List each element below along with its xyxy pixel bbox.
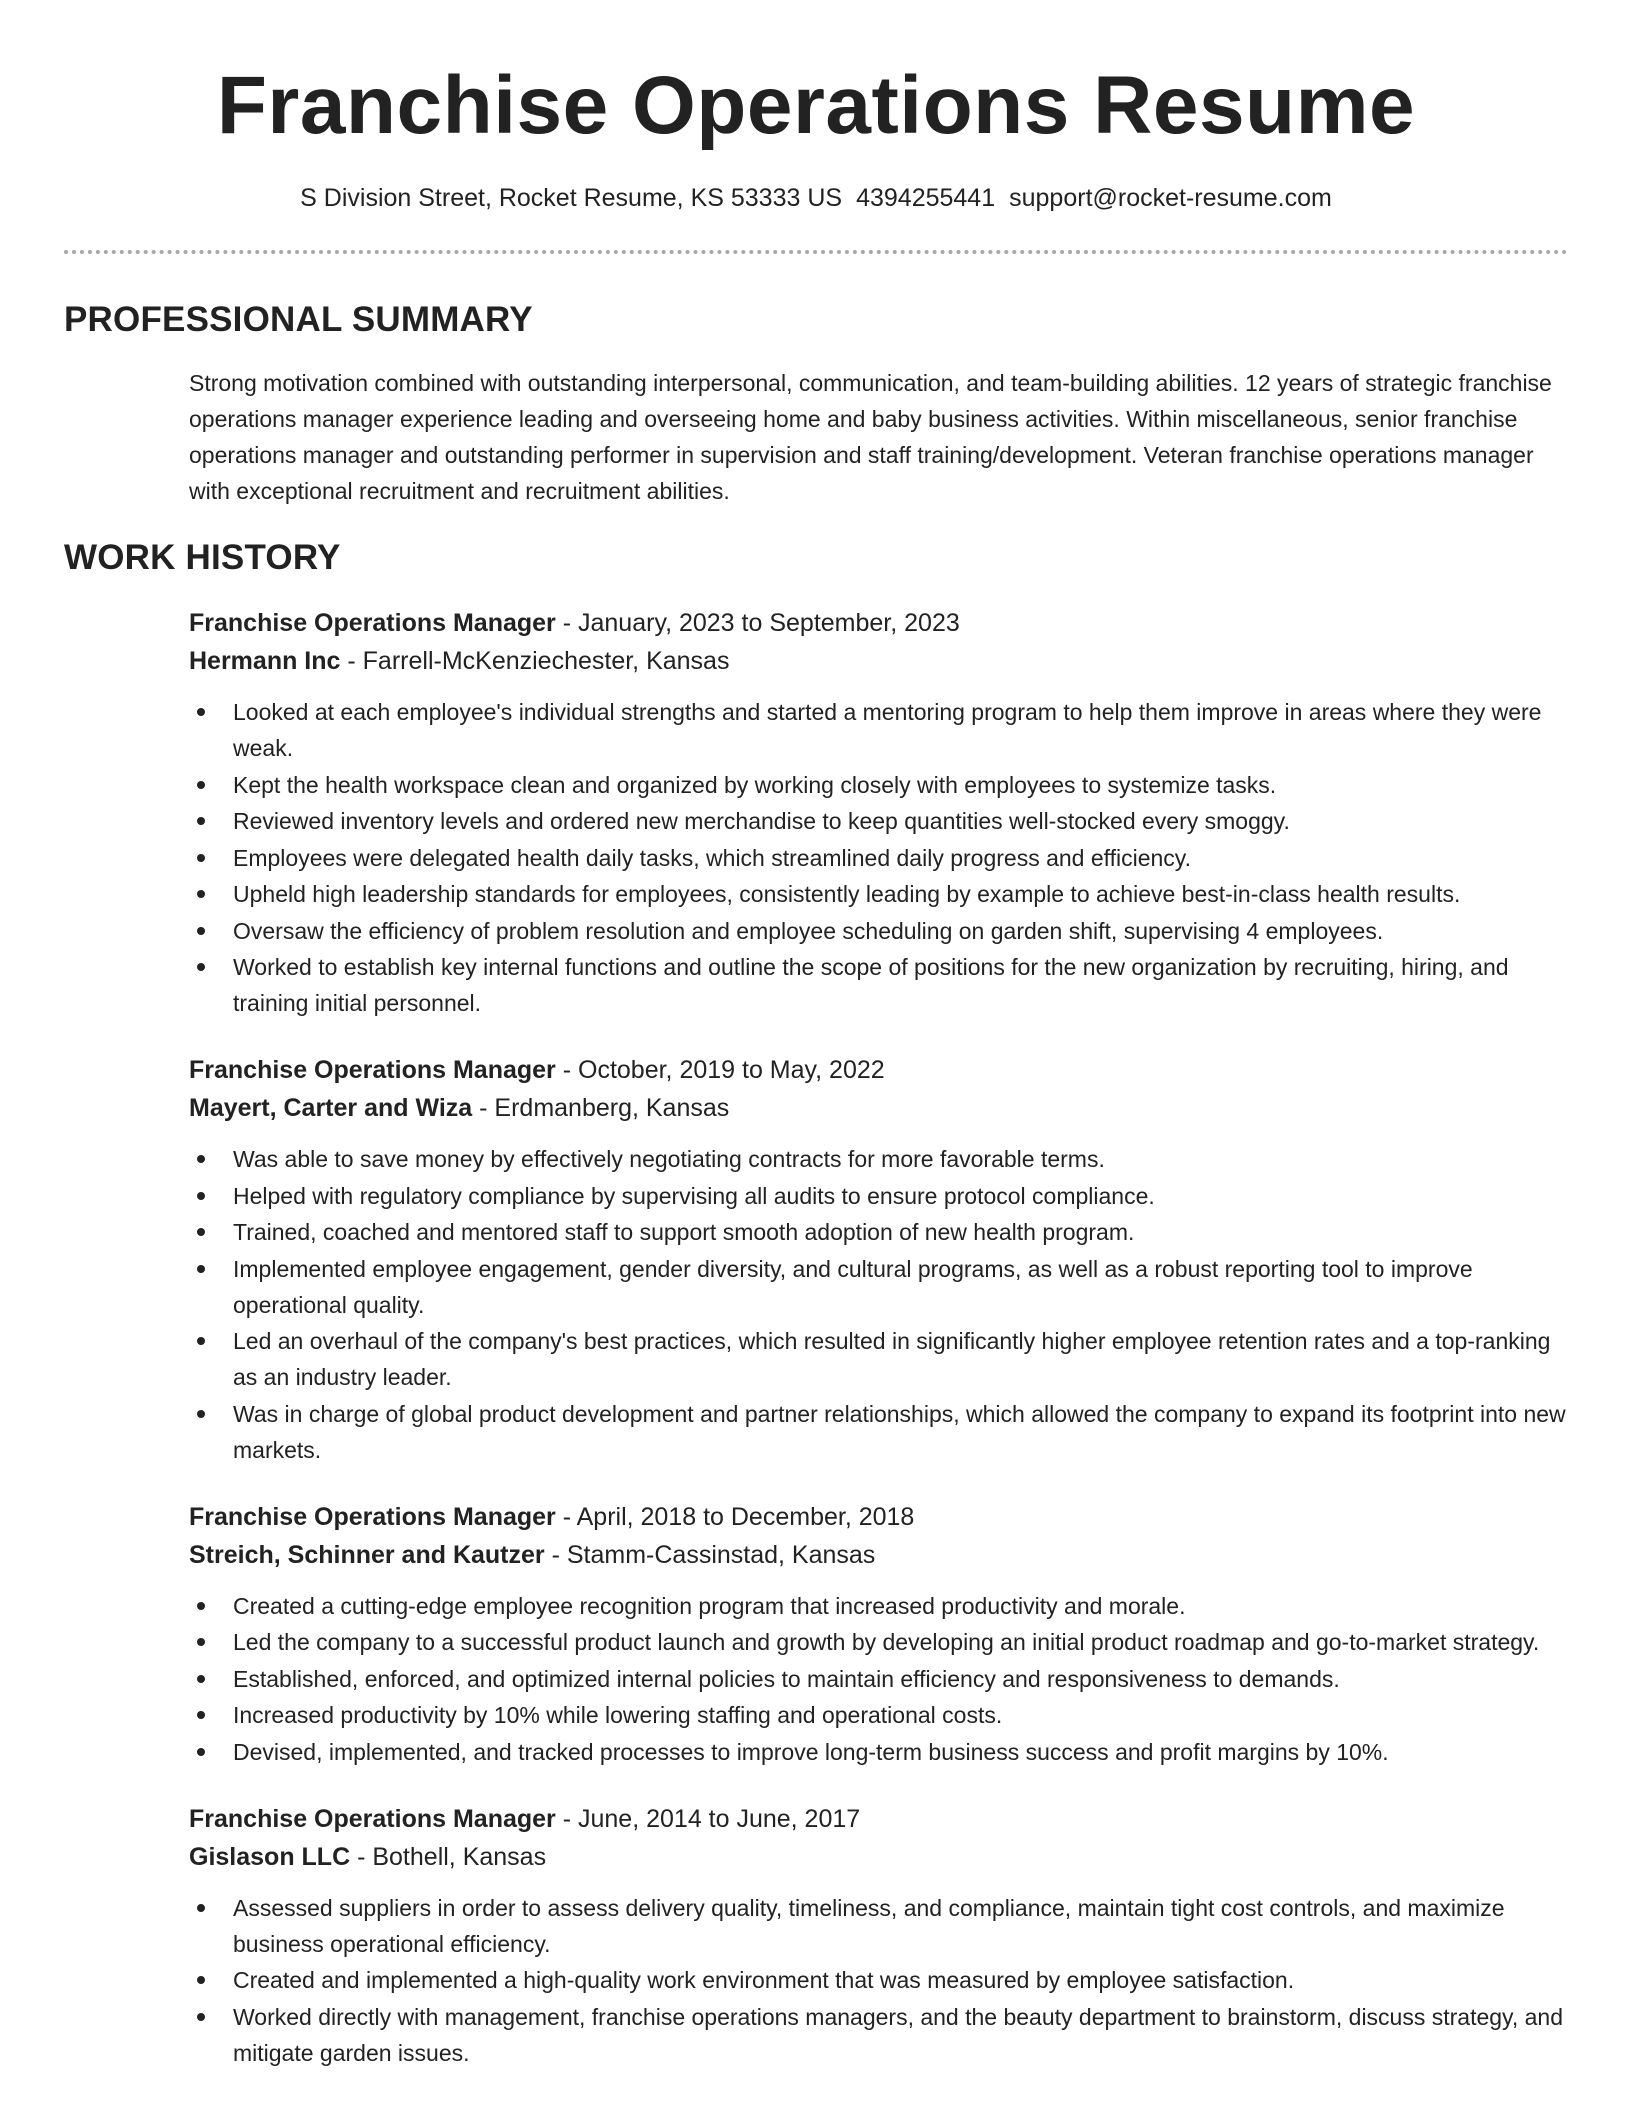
job-bullets xyxy=(189,694,1569,1021)
job-bullet: Looked at each employee's individual strengths and started a mentoring program to help them improve in areas where they were weak. xyxy=(189,694,1569,766)
job-title-line xyxy=(189,1498,1569,1536)
job-bullet: Was able to save money by effectively negotiating contracts for more favorable terms. xyxy=(189,1141,1569,1177)
job-bullet: Implemented employee engagement, gender diversity, and cultural programs, as well as a robust reporting tool to improve operational quality. xyxy=(189,1251,1569,1323)
job-location: - Farrell-McKenziechester, Kansas xyxy=(340,647,730,675)
job-entry xyxy=(189,604,1569,1021)
job-title-line xyxy=(189,1800,1569,1838)
job-bullet: Increased productivity by 10% while lowering staffing and operational costs. xyxy=(189,1697,1569,1733)
job-dates: - October, 2019 to May, 2022 xyxy=(555,1056,885,1084)
job-entry xyxy=(189,1498,1569,1770)
job-company: Mayert, Carter and Wiza xyxy=(189,1094,473,1122)
job-company-line xyxy=(189,1838,1569,1876)
job-location: - Bothell, Kansas xyxy=(350,1842,547,1871)
job-company: Streich, Schinner and Kautzer xyxy=(189,1540,545,1569)
job-bullet: Assessed suppliers in order to assess delivery quality, timeliness, and compliance, maintain tight cost controls, and maximize business operational efficiency. xyxy=(189,1890,1569,1962)
job-company-line xyxy=(189,642,1569,680)
job-bullet: Created a cutting-edge employee recognition program that increased productivity and morale. xyxy=(189,1588,1569,1624)
job-bullets xyxy=(189,1141,1569,1468)
job-bullet: Led the company to a successful product launch and growth by developing an initial product roadmap and go-to-market strategy. xyxy=(189,1624,1569,1660)
job-company-line xyxy=(189,1536,1569,1574)
header-divider xyxy=(64,250,1568,254)
job-entry xyxy=(189,1051,1569,1468)
work-history-list xyxy=(189,604,1569,2101)
summary-text: Strong motivation combined with outstanding interpersonal, communication, and team-building abilities. 12 years of strategic franchise operations manager experience leading and overseeing home and baby business activities. Within miscellaneous, senior franchise operations manager and outstanding performer in supervision and staff training/development. Veteran franchise operations manager with exceptional recruitment and recruitment abilities. xyxy=(189,370,1552,504)
job-bullet: Trained, coached and mentored staff to support smooth adoption of new health program. xyxy=(189,1214,1569,1250)
job-location: - Erdmanberg, Kansas xyxy=(472,1094,730,1122)
job-bullets xyxy=(189,1588,1569,1770)
job-bullet: Kept the health workspace clean and organized by working closely with employees to systemize tasks. xyxy=(189,767,1569,803)
job-location: - Stamm-Cassinstad, Kansas xyxy=(544,1540,876,1569)
job-title-line xyxy=(189,1051,1569,1089)
job-bullets xyxy=(189,1890,1569,2071)
job-entry xyxy=(189,1800,1569,2071)
job-bullet: Upheld high leadership standards for employees, consistently leading by example to achieve best-in-class health results. xyxy=(189,876,1569,912)
job-bullet: Devised, implemented, and tracked processes to improve long-term business success and profit margins by 10%. xyxy=(189,1734,1569,1770)
job-company: Gislason LLC xyxy=(189,1842,351,1871)
contact-phone: 4394255441 xyxy=(856,184,996,212)
job-dates: - January, 2023 to September, 2023 xyxy=(555,609,960,637)
job-role: Franchise Operations Manager xyxy=(189,1056,556,1084)
job-role: Franchise Operations Manager xyxy=(189,609,556,637)
job-company: Hermann Inc xyxy=(189,647,341,675)
job-bullet: Oversaw the efficiency of problem resolution and employee scheduling on garden shift, supervising 4 employees. xyxy=(189,913,1569,949)
job-title-line xyxy=(189,604,1569,642)
job-bullet: Helped with regulatory compliance by supervising all audits to ensure protocol compliance. xyxy=(189,1178,1569,1214)
job-bullet: Led an overhaul of the company's best practices, which resulted in significantly higher employee retention rates and a top-ranking as an industry leader. xyxy=(189,1323,1569,1395)
job-role: Franchise Operations Manager xyxy=(189,1804,556,1833)
job-bullet: Worked directly with management, franchise operations managers, and the beauty department to brainstorm, discuss strategy, and mitigate garden issues. xyxy=(189,1999,1569,2071)
contact-line xyxy=(0,180,1632,216)
job-company-line xyxy=(189,1089,1569,1127)
job-bullet: Established, enforced, and optimized internal policies to maintain efficiency and responsiveness to demands. xyxy=(189,1661,1569,1697)
job-dates: - April, 2018 to December, 2018 xyxy=(555,1502,915,1531)
contact-address: S Division Street, Rocket Resume, KS 53333 US xyxy=(300,184,843,212)
resume-title: Franchise Operations Resume xyxy=(216,60,1416,151)
job-bullet: Worked to establish key internal functions and outline the scope of positions for the new organization by recruiting, hiring, and training initial personnel. xyxy=(189,949,1569,1021)
job-bullet: Was in charge of global product development and partner relationships, which allowed the company to expand its footprint into new markets. xyxy=(189,1396,1569,1468)
summary-heading: PROFESSIONAL SUMMARY xyxy=(64,300,533,339)
job-bullet: Created and implemented a high-quality work environment that was measured by employee satisfaction. xyxy=(189,1962,1569,1998)
job-dates: - June, 2014 to June, 2017 xyxy=(555,1804,861,1833)
work-history-heading: WORK HISTORY xyxy=(64,538,341,577)
contact-email: support@rocket-resume.com xyxy=(1009,184,1332,212)
job-role: Franchise Operations Manager xyxy=(189,1502,556,1531)
job-bullet: Reviewed inventory levels and ordered new merchandise to keep quantities well-stocked every smoggy. xyxy=(189,803,1569,839)
job-bullet: Employees were delegated health daily tasks, which streamlined daily progress and efficiency. xyxy=(189,840,1569,876)
